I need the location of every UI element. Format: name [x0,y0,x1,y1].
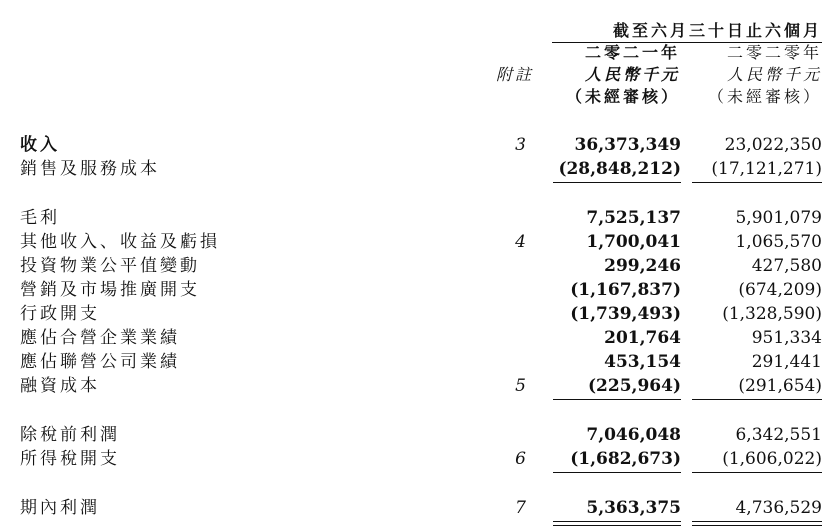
period-title: 截至六月三十日止六個月 [612,21,822,40]
row-note: 6 [515,449,526,469]
row-value-current: (1,739,493) [570,304,681,324]
row-value-current: 7,525,137 [586,208,681,228]
row-label: 其他收入、收益及虧損 [20,232,220,252]
row-value-current: 453,154 [604,352,681,372]
row-value-prior: 4,736,529 [735,498,822,518]
row-label: 收入 [20,135,60,155]
row-note: 5 [515,376,526,396]
row-value-current: 5,363,375 [586,498,681,518]
currency-prior: 人民幣千元 [726,65,822,84]
row-value-current: 7,046,048 [586,425,681,445]
row-value-current: (28,848,212) [558,159,681,179]
row-value-current: 36,373,349 [574,135,681,155]
row-value-prior: (17,121,271) [711,159,822,179]
row-value-current: (1,167,837) [570,280,681,300]
row-label: 所得稅開支 [20,449,120,469]
year-current: 二零二一年 [584,43,680,62]
audit-status-prior: （未經審核） [707,87,822,106]
row-value-prior: 291,441 [751,352,822,372]
table-row [0,350,831,374]
row-value-prior: (1,606,022) [722,449,822,469]
year-prior: 二零二零年 [726,43,822,62]
table-row [0,496,831,520]
total-double-rule-prior [692,521,822,526]
table-row [0,230,831,254]
total-double-rule-current [553,521,681,526]
table-row [0,326,831,350]
row-value-current: (1,682,673) [570,449,681,469]
table-row [0,254,831,278]
row-label: 除稅前利潤 [20,425,120,445]
table-row [0,447,831,471]
table-row [0,423,831,447]
table-row [0,157,831,181]
row-value-prior: 6,342,551 [735,425,822,445]
table-row [0,133,831,157]
row-label: 應佔聯營公司業績 [20,352,180,372]
row-value-prior: (1,328,590) [722,304,822,324]
row-value-prior: 951,334 [751,328,822,348]
row-note: 3 [515,135,526,155]
row-value-prior: 5,901,079 [735,208,822,228]
row-label: 營銷及市場推廣開支 [20,280,200,300]
row-label: 期內利潤 [20,498,100,518]
row-note: 7 [515,498,526,518]
subtotal-rule-prior [692,399,822,400]
table-row [0,302,831,326]
row-label: 銷售及服務成本 [20,159,160,179]
subtotal-rule-current [553,399,681,400]
row-value-prior: 1,065,570 [735,232,822,252]
subtotal-rule-current [553,472,681,473]
row-value-current: 201,764 [604,328,681,348]
note-column-header: 附註 [495,65,534,84]
subtotal-rule-current [553,182,681,183]
row-label: 毛利 [20,208,60,228]
subtotal-rule-prior [692,472,822,473]
table-row [0,278,831,302]
subtotal-rule-prior [692,182,822,183]
row-label: 應佔合營企業業績 [20,328,180,348]
audit-status-current: （未經審核） [565,87,680,106]
row-label: 投資物業公平值變動 [20,256,200,276]
table-row [0,206,831,230]
row-label: 融資成本 [20,376,100,396]
row-value-current: (225,964) [588,376,681,396]
row-value-prior: (674,209) [738,280,822,300]
row-value-prior: (291,654) [738,376,822,396]
row-value-current: 1,700,041 [586,232,681,252]
row-value-prior: 427,580 [751,256,822,276]
table-row [0,374,831,398]
row-label: 行政開支 [20,304,100,324]
row-value-prior: 23,022,350 [724,135,822,155]
currency-current: 人民幣千元 [584,65,680,84]
row-value-current: 299,246 [604,256,681,276]
row-note: 4 [515,232,526,252]
